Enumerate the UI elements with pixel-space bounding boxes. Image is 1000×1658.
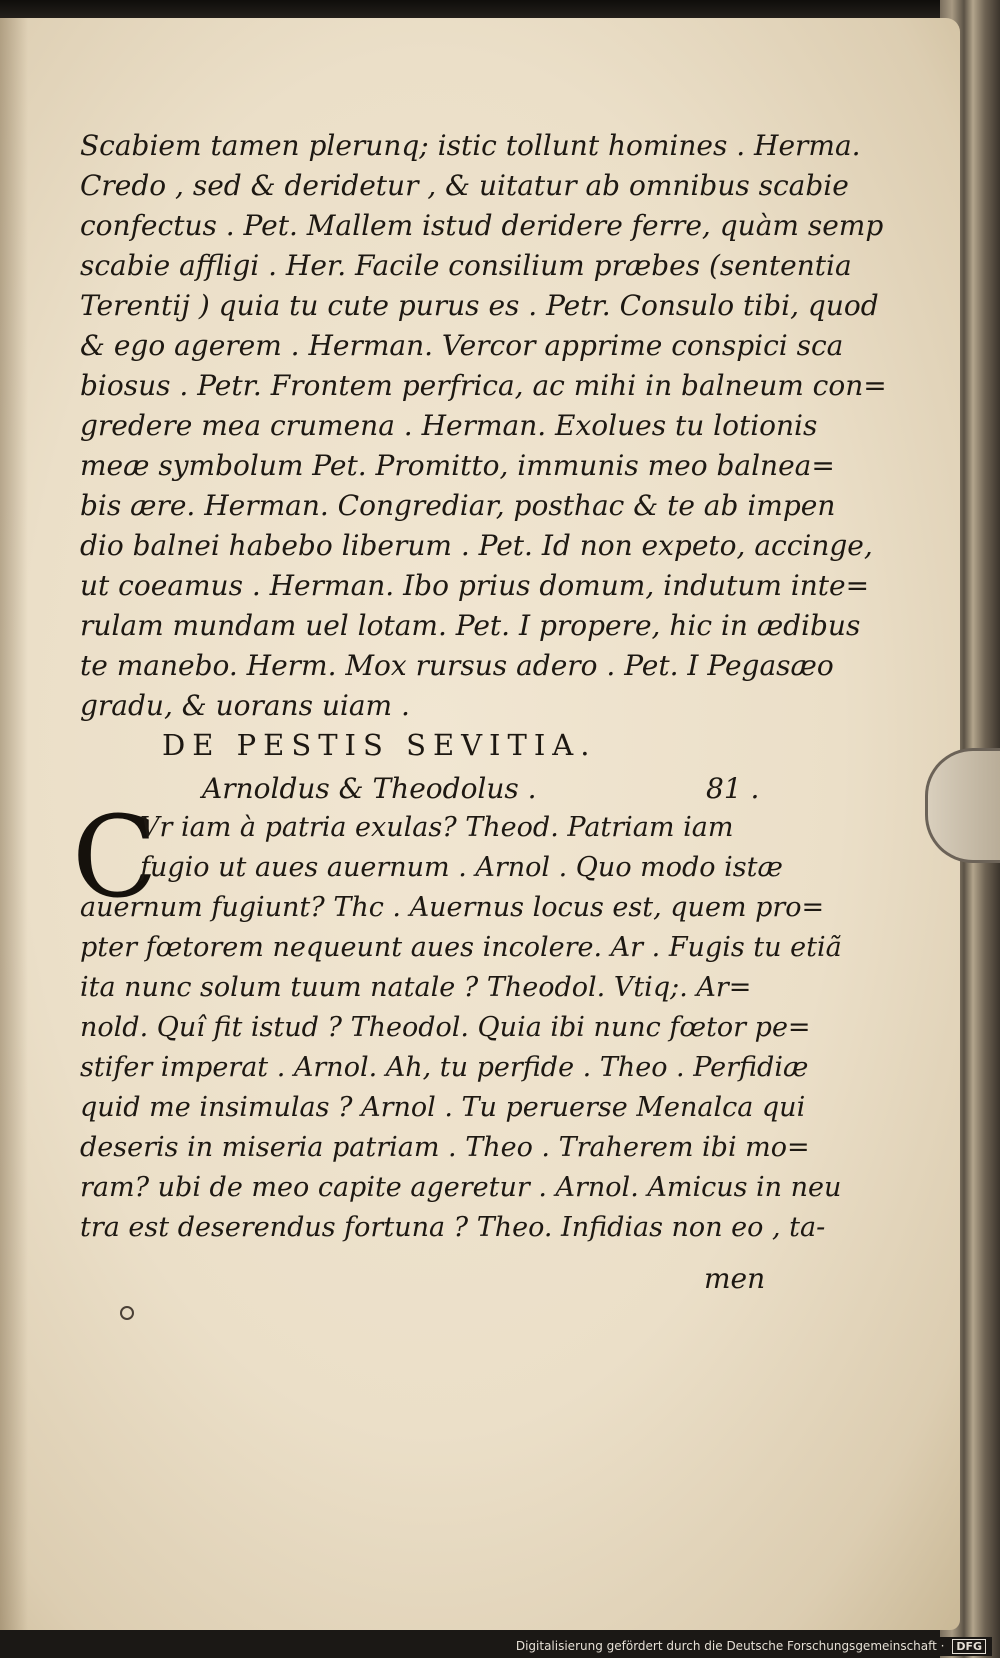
text-line: tra est deserendus fortuna ? Theo. Infidias non eo , ta- [80, 1212, 826, 1243]
pin-hole-mark [120, 1306, 134, 1320]
drop-cap: C [72, 793, 158, 923]
text-line: rulam mundam uel lotam. Pet. I propere, hic in ædibus [80, 609, 861, 642]
text-line: nold. Quî fit istud ? Theodol. Quia ibi nunc fœtor pe= [80, 1012, 811, 1043]
text-line: fugio ut aues auernum . Arnol . Quo modo istæ [140, 852, 783, 883]
text-line: ita nunc solum tuum natale ? Theodol. Vtiq;. Ar= [80, 972, 752, 1003]
text-line: stifer imperat . Arnol. Ah, tu perfide . Theo . Perfidiæ [80, 1052, 809, 1083]
dialogue-continuation [80, 126, 887, 726]
digitization-credit [510, 1637, 992, 1656]
text-line: biosus . Petr. Frontem perfrica, ac mihi in balneum con= [80, 369, 887, 402]
gutter-shadow [0, 18, 28, 1630]
text-line: dio balnei habebo liberum . Pet. Id non expeto, accinge, [80, 529, 873, 562]
text-line: Terentij ) quia tu cute purus es . Petr. Consulo tibi, quod [80, 289, 879, 322]
text-line: quid me insimulas ? Arnol . Tu peruerse Menalca qui [80, 1092, 806, 1123]
text-line: pter fœtorem nequeunt aues incolere. Ar . Fugis tu etiã [80, 932, 842, 963]
text-line: te manebo. Herm. Mox rursus adero . Pet. I Pegasæo [80, 649, 834, 682]
text-line: Scabiem tamen plerunq; istic tollunt homines . Herma. [80, 129, 861, 162]
chapter-number: 81 . [706, 772, 760, 805]
text-line: Credo , sed & deridetur , & uitatur ab omnibus scabie [80, 169, 849, 202]
credit-text: Digitalisierung gefördert durch die Deutsche Forschungsgemeinschaft · [515, 1639, 945, 1653]
text-line: scabie affligi . Her. Facile consilium præbes (sententia [80, 249, 852, 282]
text-line: ut coeamus . Herman. Ibo prius domum, indutum inte= [80, 569, 870, 602]
text-line: Vr iam à patria exulas? Theod. Patriam iam [140, 812, 734, 843]
dfg-logo: DFG [952, 1639, 986, 1654]
text-line: & ego agerem . Herman. Vercor apprime conspici sca [80, 329, 844, 362]
text-line: ram? ubi de meo capite ageretur . Arnol. Amicus in neu [80, 1172, 842, 1203]
speakers-line: Arnoldus & Theodolus . [202, 772, 537, 805]
text-line: auernum fugiunt? Thc . Auernus locus est, quem pro= [80, 892, 825, 923]
text-line: meæ symbolum Pet. Promitto, immunis meo balnea= [80, 449, 835, 482]
catchword: men [704, 1262, 766, 1295]
page-clamp [925, 748, 1000, 863]
text-line: bis ære. Herman. Congrediar, posthac & te ab impen [80, 489, 836, 522]
text-line: gredere mea crumena . Herman. Exolues tu lotionis [80, 409, 818, 442]
section-heading: DE PESTIS SEVITIA. [162, 728, 597, 762]
text-line: gradu, & uorans uiam . [80, 689, 410, 722]
text-line: deseris in miseria patriam . Theo . Traherem ibi mo= [80, 1132, 810, 1163]
text-line: confectus . Pet. Mallem istud deridere ferre, quàm semp [80, 209, 884, 242]
dialogue-text [80, 808, 842, 1248]
